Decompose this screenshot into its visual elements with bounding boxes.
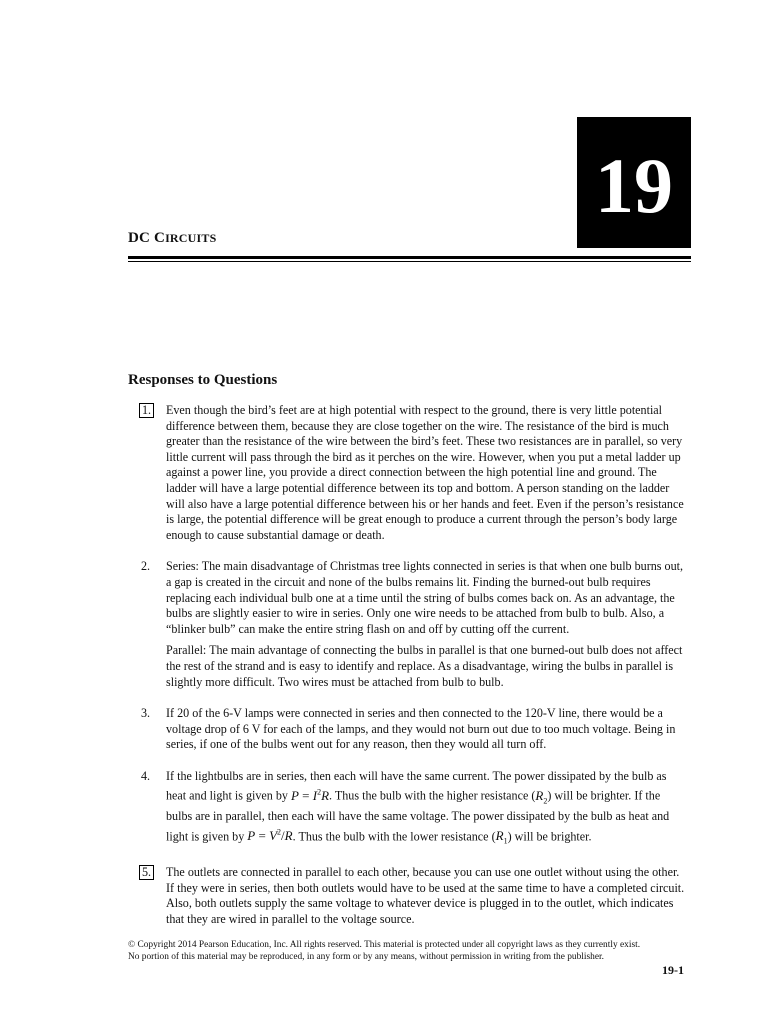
item-number: 4.	[141, 768, 151, 783]
title-rule-thick	[128, 256, 691, 259]
list-item	[128, 403, 688, 543]
list-item	[128, 865, 688, 927]
chapter-number-box	[577, 117, 691, 248]
item-text: Series: The main disadvantage of Christmas tree lights connected in series is that when one bulb burns out, a gap is created in the circuit and none of the bulbs remains lit. Finding the burned-out bulb requires replacing each individual bulb one at a time until the string of bulbs comes back on. As an advantage, the bulbs are slightly easier to wire in series. Only one wire needs to be attached from bulb to bulb. Also, a “blinker bulb” can make the entire string flash on and off by cutting off the current.	[166, 559, 684, 636]
item-number: 2.	[141, 559, 151, 574]
responses-list	[128, 403, 688, 943]
item-text: The outlets are connected in parallel to each other, because you can use one outlet without using the other. If they were in series, then both outlets would have to be used at the same time to have a completed circuit. Also, both outlets supply the same voltage to whatever device is plugged in to the outlet, which indicates that they are wired in parallel to the voltage source.	[166, 865, 685, 926]
chapter-number: 19	[595, 141, 673, 229]
copyright-footer	[128, 940, 691, 963]
item-text: If 20 of the 6-V lamps were connected in series and then connected to the 120-V line, there would be a voltage drop of 6 V for each of the lamps, and they would not burn out due to too much voltage. Being in series, if one of the bulbs went out for any reason, then they would all turn off.	[166, 706, 676, 752]
item-number: 5.	[141, 865, 155, 881]
chapter-title-part-2: IRCUITS	[165, 231, 217, 245]
item-text: Even though the bird’s feet are at high potential with respect to the ground, there is very little potential difference between them, because they are close together on the wire. The resistance of the bird is much greater than the resistance of the wire between the bird’s feet. These two resistances are in parallel, so very little current will pass through the bird as it perches on the wire. However, when you put a metal ladder up against a power line, you provide a direct connection between the high potential line and ground. The ladder will have a large potential difference between its top and bottom. A person standing on the ladder will also have a large potential difference between his or her hands and feet. Even if the person’s resistance is large, the potential difference will be great enough to produce a current through the person’s body large enough to cause substantial damage or death.	[166, 403, 684, 542]
copyright-line-1: © Copyright 2014 Pearson Education, Inc. All rights reserved. This material is protected under all copyright laws as they currently exist.	[128, 940, 641, 950]
chapter-title	[128, 230, 216, 247]
power-equation-series: $P = I^2R$	[290, 787, 330, 803]
chapter-title-part-1: DC C	[128, 230, 166, 246]
list-item	[128, 706, 688, 753]
list-item	[128, 769, 688, 849]
resistance-r2: $R_2$	[535, 787, 548, 806]
page-number: 19-1	[662, 963, 684, 977]
item-text-second-paragraph: Parallel: The main advantage of connecting the bulbs in parallel is that one burned-out bulb does not affect the rest of the strand and is easy to identify and replace. As a disadvantage, wiring the bulbs in parallel is slightly more difficult. Two wires must be attached from bulb to bulb.	[166, 643, 683, 689]
section-heading: Responses to Questions	[128, 372, 278, 388]
copyright-line-2: No portion of this material may be reproduced, in any form or by any means, without permission in writing from the publisher.	[128, 951, 604, 962]
title-rule-thin	[128, 261, 691, 262]
item-number: 1.	[141, 403, 155, 419]
item-number: 3.	[141, 706, 151, 721]
resistance-r1: $R_1$	[495, 827, 508, 846]
power-equation-parallel: $P = V^2/R$	[247, 827, 293, 843]
list-item	[128, 559, 688, 690]
item-text: If the lightbulbs are in series, then each will have the same current. The power dissipated by the bulb as heat and light is given by $P = I^2R$. Thus the bulb with the higher resistance $(R_2)$ will be brighter. If the bulbs are in parallel, then each will have the same voltage. The power dissipated by the bulb as heat and light is given by $P = V^2/R$. Thus the bulb with the lower resistance $(R_1)$ will be brighter.	[166, 768, 670, 846]
